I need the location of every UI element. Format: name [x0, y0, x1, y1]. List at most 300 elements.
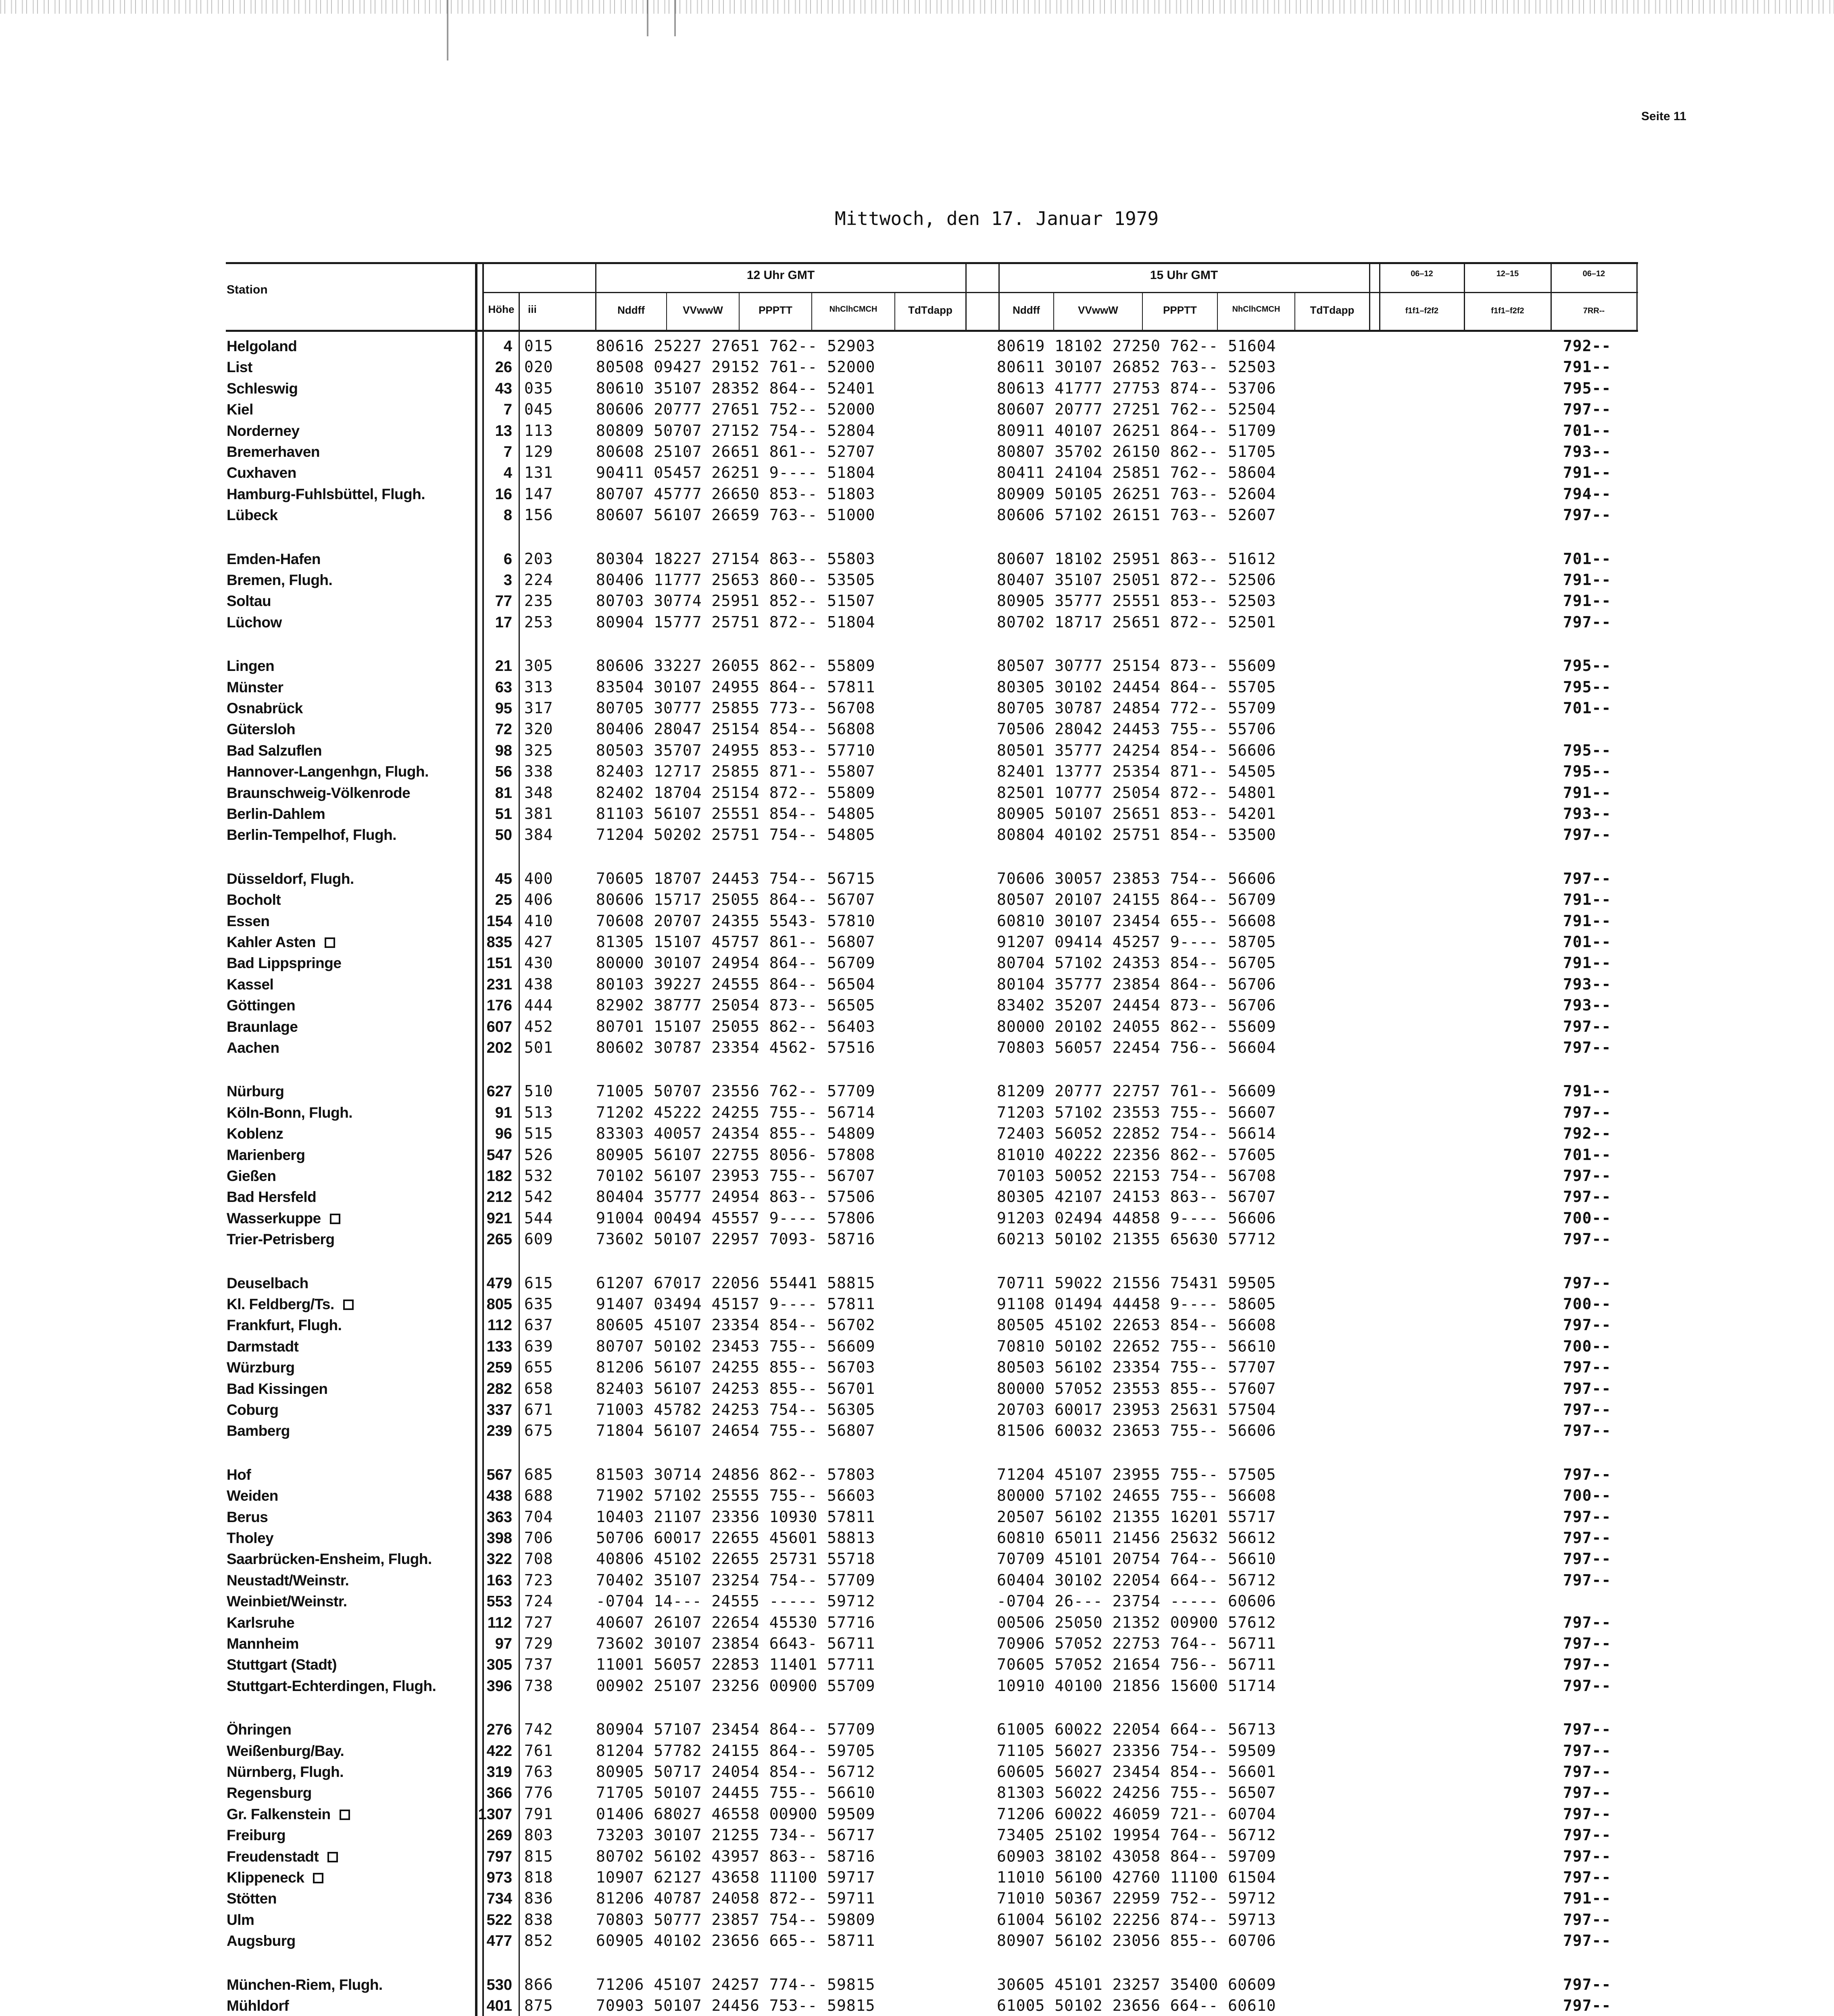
table-row [0, 761, 1834, 782]
station-name [227, 1231, 335, 1248]
station-name [227, 934, 335, 951]
station-name-text: Berlin-Tempelhof, Flugh. [227, 827, 397, 843]
precip-group: 791-- [1563, 1082, 1611, 1100]
precip-group: 797-- [1563, 1316, 1611, 1334]
group15-right-rule [1369, 262, 1370, 331]
station-name [227, 1359, 295, 1376]
station-name [227, 997, 295, 1014]
obs-12utc: 80508 09427 29152 761-- 52000 [596, 358, 875, 376]
obs-15utc: 70103 50052 22153 754-- 56708 [997, 1167, 1276, 1185]
precip-group: 797-- [1563, 1379, 1611, 1397]
table-row [0, 1782, 1834, 1803]
obs-12utc: 81204 57782 24155 864-- 59705 [596, 1741, 875, 1760]
obs-15utc: 80000 57052 23553 855-- 57607 [997, 1379, 1276, 1397]
table-row [0, 1314, 1834, 1335]
station-height: 401 [486, 1997, 512, 2014]
obs-15utc: 80907 56102 23056 855-- 60706 [997, 1932, 1276, 1950]
station-index: 609 [524, 1230, 553, 1248]
header-12-nddff: Nddff [617, 304, 645, 316]
table-row [0, 378, 1834, 399]
open-square-icon [330, 1214, 340, 1224]
obs-12utc: 70608 20707 24355 5543- 57810 [596, 912, 875, 930]
station-name-text: Kl. Feldberg/Ts. [227, 1296, 334, 1312]
station-height: 7 [503, 401, 512, 419]
station-name [227, 1869, 323, 1886]
obs-15utc: 70711 59022 21556 75431 59505 [997, 1274, 1276, 1292]
document-title: Mittwoch, den 17. Januar 1979 [835, 208, 1159, 229]
obs-12utc: 80608 25107 26651 861-- 52707 [596, 443, 875, 460]
precip-group: 797-- [1563, 1508, 1611, 1526]
station-index: 452 [524, 1017, 553, 1035]
precip-group: 700-- [1563, 1337, 1611, 1355]
station-index: 706 [524, 1529, 553, 1547]
obs-12utc: 71202 45222 24255 755-- 56714 [596, 1103, 875, 1121]
obs-12utc: 01406 68027 46558 00900 59509 [596, 1805, 875, 1823]
station-height: 112 [487, 1317, 512, 1334]
obs-15utc: 61004 56102 22256 874-- 59713 [997, 1910, 1276, 1929]
obs-15utc: 80507 20107 24155 864-- 56709 [997, 891, 1276, 909]
station-height: 607 [486, 1018, 512, 1035]
precip-group: 791-- [1563, 1889, 1611, 1908]
obs-12utc: 80904 57107 23454 864-- 57709 [596, 1720, 875, 1739]
station-height: 7 [503, 444, 512, 460]
station-name-text: Stötten [227, 1890, 277, 1907]
precip-group: 700-- [1563, 1487, 1611, 1505]
precip-group: 797-- [1563, 1720, 1611, 1739]
table-row [0, 824, 1834, 845]
obs-15utc: 80804 40102 25751 854-- 53500 [997, 826, 1276, 844]
obs-15utc: 72403 56052 22852 754-- 56614 [997, 1125, 1276, 1143]
precip-group: 701-- [1563, 699, 1611, 717]
obs-15utc: 81010 40222 22356 862-- 57605 [997, 1145, 1276, 1164]
station-name [227, 338, 297, 355]
station-name-text: Münster [227, 679, 283, 696]
station-name [227, 1530, 273, 1547]
station-index: 866 [524, 1975, 553, 1993]
table-row [0, 1719, 1834, 1740]
station-name-text: Freiburg [227, 1827, 286, 1844]
obs-12utc: 70605 18707 24453 754-- 56715 [596, 869, 875, 887]
group12-right-rule [965, 262, 967, 331]
station-name [227, 1635, 299, 1652]
station-name-text: Lingen [227, 658, 275, 675]
station-name [227, 486, 425, 503]
station-height: 553 [486, 1593, 512, 1610]
station-name-text: Helgoland [227, 338, 297, 354]
obs-15utc: 70803 56057 22454 756-- 56604 [997, 1039, 1276, 1056]
table-row [0, 889, 1834, 910]
table-row [0, 952, 1834, 973]
header-12-vvwww: VVwwW [683, 304, 723, 316]
station-index: 338 [524, 762, 553, 781]
precip-group: 791-- [1563, 592, 1611, 610]
obs-12utc: 80605 45107 23354 854-- 56702 [596, 1316, 875, 1334]
obs-12utc: 80606 33227 26055 862-- 55809 [596, 657, 875, 675]
station-height: 4 [503, 338, 512, 355]
obs-15utc: 80704 57102 24353 854-- 56705 [997, 954, 1276, 972]
header-12-dewpoint: TdTdapp [908, 304, 952, 316]
station-name [227, 1976, 383, 1993]
obs-12utc: 80904 15777 25751 872-- 51804 [596, 613, 875, 631]
station-height: 305 [486, 1656, 512, 1674]
station-height: 16 [495, 485, 512, 503]
station-name [227, 1210, 340, 1227]
station-height: 366 [486, 1785, 512, 1802]
station-name-text: Norderney [227, 422, 300, 439]
obs-15utc: 70906 57052 22753 764-- 56711 [997, 1635, 1276, 1652]
station-name-text: Weinbiet/Weinstr. [227, 1593, 347, 1610]
obs-15utc: 60404 30102 22054 664-- 56712 [997, 1571, 1276, 1589]
station-index: 430 [524, 954, 553, 972]
station-height: 337 [486, 1402, 512, 1418]
header-extra-3-top: 06–12 [1582, 269, 1605, 278]
header-bottom-rule [226, 330, 1638, 332]
station-name-text: List [227, 359, 252, 376]
obs-12utc: 82402 18704 25154 872-- 55809 [596, 783, 875, 802]
station-name-text: Bad Salzuflen [227, 742, 322, 759]
obs-12utc: 70402 35107 23254 754-- 57709 [596, 1571, 875, 1589]
obs-12utc: 82403 56107 24253 855-- 56701 [596, 1379, 875, 1397]
obs-12utc: 40806 45102 22655 25731 55718 [596, 1550, 875, 1568]
station-height: 422 [486, 1742, 512, 1760]
obs-12utc: 80703 30774 25951 852-- 51507 [596, 592, 875, 610]
station-index: 400 [524, 869, 553, 887]
station-name-text: Bamberg [227, 1422, 290, 1439]
precip-group: 797-- [1563, 1465, 1611, 1483]
open-square-icon [340, 1810, 350, 1820]
header-12-clouds: NhClhCMCH [829, 305, 877, 314]
station-name-text: Gütersloh [227, 721, 296, 738]
obs-15utc: 82501 10777 25054 872-- 54801 [997, 783, 1276, 802]
station-height: 50 [495, 827, 512, 844]
station-height: 239 [486, 1422, 512, 1440]
station-height: 398 [486, 1530, 512, 1547]
table-row [0, 655, 1834, 676]
station-name [227, 806, 325, 823]
station-name [227, 572, 332, 589]
obs-15utc: 80407 35107 25051 872-- 52506 [997, 571, 1276, 589]
header-15-ppptt: PPPTT [1163, 304, 1197, 316]
station-index: 427 [524, 933, 553, 951]
station-height: 477 [486, 1933, 512, 1950]
table-row [0, 1824, 1834, 1845]
obs-12utc: 73602 30107 23854 6643- 56711 [596, 1635, 875, 1652]
header-15-clouds: NhClhCMCH [1232, 305, 1280, 314]
station-index: 156 [524, 506, 553, 524]
station-height: 530 [486, 1976, 512, 1993]
station-name [227, 1317, 342, 1334]
station-height: 63 [495, 679, 512, 696]
table-row [0, 1081, 1834, 1102]
obs-12utc: 80707 50102 23453 755-- 56609 [596, 1337, 875, 1355]
precip-group: 797-- [1563, 613, 1611, 631]
station-name [227, 1039, 279, 1056]
precip-group: 791-- [1563, 891, 1611, 909]
station-index: 438 [524, 975, 553, 993]
obs-12utc: 80610 35107 28352 864-- 52401 [596, 379, 875, 397]
station-index: 313 [524, 678, 553, 696]
station-height: 154 [486, 912, 512, 930]
station-name [227, 1785, 312, 1801]
station-index: 815 [524, 1847, 553, 1865]
station-name-text: Bocholt [227, 891, 281, 908]
obs-15utc: 70506 28042 24453 755-- 55706 [997, 720, 1276, 738]
station-index: 723 [524, 1571, 553, 1589]
station-height: 396 [486, 1677, 512, 1695]
station-name [227, 1487, 278, 1504]
station-height: 17 [495, 614, 512, 631]
station-name-text: Kiel [227, 401, 253, 418]
precip-group: 797-- [1563, 1910, 1611, 1929]
table-row [0, 1336, 1834, 1357]
header-group15: 15 Uhr GMT [1150, 269, 1218, 282]
scan-artifact-line [647, 0, 648, 36]
station-index: 384 [524, 826, 553, 844]
station-name-text: Köln-Bonn, Flugh. [227, 1104, 353, 1121]
table-row [0, 1399, 1834, 1420]
obs-12utc: 80103 39227 24555 864-- 56504 [596, 975, 875, 993]
station-index: 513 [524, 1103, 553, 1121]
station-name-text: Augsburg [227, 1933, 296, 1949]
scan-artifact-line [674, 0, 676, 36]
station-name-text: Schleswig [227, 380, 298, 397]
obs-15utc: 71203 57102 23553 755-- 56607 [997, 1103, 1276, 1121]
obs-12utc: 80406 28047 25154 854-- 56808 [596, 720, 875, 738]
station-index: 253 [524, 613, 553, 631]
obs-12utc: 80607 56107 26659 763-- 51000 [596, 506, 875, 524]
precip-group: 794-- [1563, 485, 1611, 503]
obs-12utc: 71003 45782 24253 754-- 56305 [596, 1401, 875, 1418]
station-name-text: Cuxhaven [227, 464, 296, 481]
station-height: 363 [486, 1508, 512, 1526]
station-name-text: Kahler Asten [227, 934, 316, 950]
header-extra-1-top: 06–12 [1411, 269, 1433, 278]
obs-15utc: 70605 57052 21654 756-- 56711 [997, 1656, 1276, 1674]
obs-15utc: 80905 35777 25551 853-- 52503 [997, 592, 1276, 610]
station-name-text: München-Riem, Flugh. [227, 1976, 383, 1993]
table-row [0, 1974, 1834, 1995]
station-name-text: Lübeck [227, 507, 278, 524]
station-height: 282 [486, 1380, 512, 1397]
obs-12utc: 80705 30777 25855 773-- 56708 [596, 699, 875, 717]
station-height: 438 [486, 1487, 512, 1505]
obs-15utc: 80911 40107 26251 864-- 51709 [997, 421, 1276, 439]
table-row [0, 995, 1834, 1016]
station-index: 235 [524, 592, 553, 610]
table-row [0, 1612, 1834, 1633]
obs-12utc: 11001 56057 22853 11401 57711 [596, 1656, 875, 1674]
obs-12utc: 70102 56107 23953 755-- 56707 [596, 1167, 875, 1185]
station-index: 852 [524, 1932, 553, 1950]
station-height: 259 [486, 1359, 512, 1377]
table-row [0, 1548, 1834, 1569]
obs-12utc: 90411 05457 26251 9---- 51804 [596, 464, 875, 482]
page-number: Seite 11 [1641, 110, 1686, 123]
station-name [227, 1509, 268, 1526]
station-name [227, 507, 278, 524]
station-name-text: Hamburg-Fuhlsbüttel, Flugh. [227, 485, 425, 502]
station-name-text: Lüchow [227, 614, 282, 631]
station-name [227, 1721, 291, 1738]
station-name [227, 871, 354, 887]
table-row [0, 1888, 1834, 1909]
open-square-icon [325, 937, 335, 948]
obs-15utc: 71204 45107 23955 755-- 57505 [997, 1465, 1276, 1483]
station-index: 704 [524, 1508, 553, 1526]
obs-12utc: 80701 15107 25055 862-- 56403 [596, 1017, 875, 1035]
header-12-ppptt: PPPTT [759, 304, 792, 316]
header-extra-2-top: 12–15 [1496, 269, 1519, 278]
table-row [0, 1485, 1834, 1506]
obs-15utc: 80607 20777 27251 762-- 52504 [997, 400, 1276, 419]
station-index: 542 [524, 1188, 553, 1206]
station-name-text: Emden-Hafen [227, 550, 321, 567]
header-group12: 12 Uhr GMT [746, 269, 815, 282]
station-name [227, 1168, 276, 1185]
obs-15utc: 70709 45101 20754 764-- 56610 [997, 1550, 1276, 1568]
station-index: 875 [524, 1997, 553, 2014]
station-index: 113 [524, 421, 553, 439]
obs-12utc: 80905 56107 22755 8056- 57808 [596, 1145, 875, 1164]
precip-group: 795-- [1563, 379, 1611, 397]
table-row [0, 1378, 1834, 1399]
station-index: 838 [524, 1910, 553, 1929]
precip-group: 793-- [1563, 975, 1611, 993]
station-name-text: Koblenz [227, 1125, 283, 1142]
station-name-text: Bremerhaven [227, 444, 320, 460]
station-index: 738 [524, 1677, 553, 1695]
table-row [0, 1102, 1834, 1123]
obs-12utc: 83303 40057 24354 855-- 54809 [596, 1125, 875, 1143]
obs-15utc: 80305 42107 24153 863-- 56707 [997, 1188, 1276, 1206]
station-height: 212 [486, 1189, 512, 1206]
station-name-text: Freudenstadt [227, 1848, 319, 1865]
station-name-text: Stuttgart (Stadt) [227, 1656, 337, 1673]
open-square-icon [313, 1873, 323, 1883]
precip-group: 797-- [1563, 400, 1611, 419]
station-name [227, 700, 303, 717]
station-height: 522 [486, 1911, 512, 1929]
station-index: 348 [524, 783, 553, 802]
table-row [0, 1591, 1834, 1612]
station-index: 724 [524, 1592, 553, 1610]
obs-12utc: 91407 03494 45157 9---- 57811 [596, 1295, 875, 1313]
table-row [0, 1464, 1834, 1485]
obs-12utc: 80809 50707 27152 754-- 52804 [596, 421, 875, 439]
station-name [227, 1593, 347, 1610]
station-index: 763 [524, 1763, 553, 1781]
station-name-text: Stuttgart-Echterdingen, Flugh. [227, 1677, 436, 1694]
station-height: 112 [487, 1614, 512, 1631]
station-name [227, 976, 273, 993]
table-row [0, 1633, 1834, 1654]
table-row [0, 698, 1834, 719]
station-height: 81 [495, 784, 512, 802]
station-name-text: Braunschweig-Völkenrode [227, 784, 411, 801]
extra-mid-rule [1379, 292, 1637, 293]
station-height: 56 [495, 763, 512, 781]
precip-group: 797-- [1563, 826, 1611, 844]
table-row [0, 868, 1834, 889]
station-name-text: Öhringen [227, 1721, 292, 1738]
table-row [0, 590, 1834, 611]
precip-group: 791-- [1563, 954, 1611, 972]
obs-12utc: 83504 30107 24955 864-- 57811 [596, 678, 875, 696]
table-row [0, 1123, 1834, 1144]
station-height: 547 [486, 1146, 512, 1164]
obs-12utc: 71005 50707 23556 762-- 57709 [596, 1082, 875, 1100]
station-height: 805 [486, 1296, 512, 1313]
station-name [227, 551, 321, 568]
station-name-text: Hof [227, 1466, 251, 1483]
station-height: 25 [495, 891, 512, 909]
obs-15utc: 70606 30057 23853 754-- 56606 [997, 869, 1276, 887]
station-name-text: Essen [227, 912, 270, 929]
precip-group: 797-- [1563, 1017, 1611, 1035]
precip-group: 797-- [1563, 1635, 1611, 1652]
obs-15utc: 61005 60022 22054 664-- 56713 [997, 1720, 1276, 1739]
station-height: 133 [486, 1338, 512, 1355]
station-name [227, 380, 298, 397]
header-hoehe: Höhe [488, 303, 515, 315]
precip-group: 797-- [1563, 1975, 1611, 1993]
table-row [0, 504, 1834, 525]
obs-12utc: 71804 56107 24654 755-- 56807 [596, 1422, 875, 1440]
station-name [227, 1422, 290, 1439]
table-row [0, 462, 1834, 483]
table-row [0, 1761, 1834, 1782]
station-name [227, 1678, 436, 1695]
extra-right-rule [1636, 262, 1638, 331]
precip-group: 797-- [1563, 1401, 1611, 1418]
obs-15utc: 20507 56102 21355 16201 55717 [997, 1508, 1276, 1526]
scan-artifact-top [0, 0, 1834, 14]
station-name [227, 658, 274, 675]
station-height: 921 [486, 1210, 512, 1227]
station-height: 231 [486, 976, 512, 993]
table-row [0, 1930, 1834, 1951]
table-row [0, 1804, 1834, 1824]
table-row [0, 1165, 1834, 1186]
station-name [227, 614, 282, 631]
obs-12utc: 71902 57102 25555 755-- 56603 [596, 1487, 875, 1505]
table-top-rule [226, 262, 1638, 264]
obs-15utc: 80000 57102 24655 755-- 56608 [997, 1487, 1276, 1505]
obs-15utc: 80411 24104 25851 762-- 58604 [997, 464, 1276, 482]
station-name-text: Trier-Petrisberg [227, 1231, 335, 1248]
obs-12utc: 81103 56107 25551 854-- 54805 [596, 805, 875, 823]
obs-12utc: 80304 18227 27154 863-- 55803 [596, 550, 875, 568]
precip-group: 793-- [1563, 443, 1611, 460]
station-name [227, 1743, 344, 1760]
obs-12utc: 80606 20777 27651 752-- 52000 [596, 400, 875, 419]
obs-12utc: 50706 60017 22655 45601 58813 [596, 1529, 875, 1547]
table-row [0, 1144, 1834, 1165]
obs-15utc: 61005 50102 23656 664-- 60610 [997, 1997, 1276, 2014]
precip-group: 791-- [1563, 783, 1611, 802]
obs-12utc: 81503 30714 24856 862-- 57803 [596, 1465, 875, 1483]
table-row [0, 910, 1834, 931]
obs-15utc: 60810 30107 23454 655-- 56608 [997, 912, 1276, 930]
station-index: 129 [524, 443, 553, 460]
precip-group: 700-- [1563, 1295, 1611, 1313]
table-row [0, 1654, 1834, 1675]
station-height: 627 [486, 1083, 512, 1100]
obs-15utc: 80905 50107 25651 853-- 54201 [997, 805, 1276, 823]
station-index: 675 [524, 1422, 553, 1440]
station-name [227, 593, 271, 610]
station-name [227, 1827, 286, 1844]
